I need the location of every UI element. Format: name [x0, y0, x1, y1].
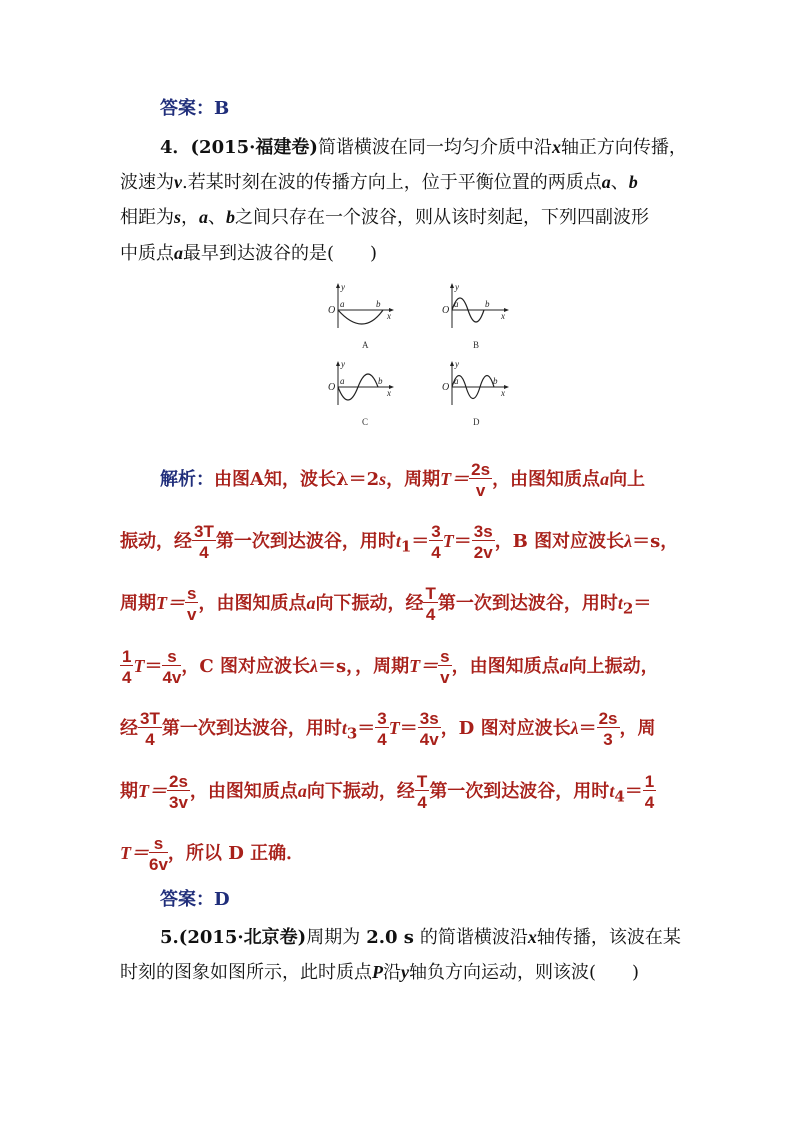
text: 向下振动，经 — [315, 593, 424, 614]
fraction: $\frac{T}{4}$ — [425, 584, 436, 624]
svg-text:O: O — [442, 305, 450, 316]
text: ＝ — [411, 531, 430, 552]
answer-value: B — [214, 98, 230, 119]
text: s — [379, 469, 387, 489]
var-a: a — [174, 243, 183, 263]
arrow-icon — [336, 361, 340, 366]
figure-b — [452, 284, 508, 328]
svg-text:y: y — [455, 282, 459, 292]
fraction: $\frac{s}{4v}$ — [162, 647, 182, 687]
text: 向上振动， — [568, 656, 659, 677]
answer-label: 答案： — [160, 98, 214, 119]
q4-source: (2015·福建卷) — [190, 137, 318, 158]
text: T — [442, 531, 454, 551]
text: t — [395, 531, 401, 551]
solution-line-1 — [160, 461, 645, 499]
text: ，B 图对应波长 — [494, 531, 625, 552]
text: λ — [624, 531, 633, 551]
text: ，所以 D 正确． — [167, 843, 305, 864]
text: 向下振动，经 — [306, 781, 415, 802]
q5-text: 轴传播，该波在某 — [536, 927, 681, 948]
solution-line-2 — [120, 523, 678, 561]
text: 知，波长 — [263, 469, 336, 490]
text: ＝ — [624, 781, 643, 802]
text: A — [250, 469, 264, 490]
text: T＝ — [409, 656, 439, 676]
text: T＝ — [440, 469, 470, 489]
text: λ — [570, 718, 579, 738]
fraction: $\frac{2s}{3v}$ — [169, 772, 188, 812]
svg-text:b: b — [493, 376, 498, 386]
svg-text:y: y — [455, 359, 459, 369]
answer-line-1 — [160, 99, 229, 119]
fraction: $\frac{s}{v}$ — [187, 584, 197, 624]
text: T — [133, 656, 145, 676]
var-b: b — [628, 172, 638, 192]
text: 振动，经 — [120, 531, 192, 552]
fraction: $\frac{s}{v}$ — [440, 647, 450, 687]
text: 第一次到达波谷，用时 — [437, 593, 618, 614]
text: ＝s， — [632, 531, 679, 552]
var-s: s — [174, 207, 182, 227]
svg-text:O: O — [328, 305, 336, 316]
q4-text: 简谐横波在同一均匀介质中沿 — [317, 137, 552, 158]
fraction: $\frac{3}{4}$ — [377, 709, 387, 749]
q4-text: 相距为 — [120, 207, 174, 228]
subscript: 3 — [346, 724, 358, 743]
q4-line-2 — [120, 172, 638, 193]
text: ＝ — [357, 718, 376, 739]
svg-text:b: b — [378, 376, 383, 386]
period: 2.0 s — [366, 927, 414, 948]
subscript: 2 — [622, 599, 634, 618]
q4-number: 4． — [160, 137, 191, 158]
q5-number: 5. — [160, 927, 179, 948]
q4-text: .若某时刻在波的传播方向上，位于平衡位置的两质点 — [182, 172, 602, 193]
text: T＝ — [120, 843, 149, 863]
text: λ — [309, 656, 318, 676]
q4-text: 中质点 — [120, 243, 174, 264]
q5-text: 周期为 — [306, 927, 361, 948]
text: 经 — [120, 718, 138, 739]
q5-text: 沿 — [383, 962, 401, 983]
colon: ： — [196, 469, 214, 490]
text: ，由图知质点 — [198, 593, 307, 614]
text: ＝ — [578, 718, 597, 739]
svg-text:b: b — [376, 299, 381, 309]
svg-text:D: D — [473, 417, 480, 427]
answer-label: 答案： — [160, 889, 214, 910]
svg-text:y: y — [341, 282, 345, 292]
text: ＝ — [144, 656, 163, 677]
svg-text:y: y — [341, 359, 345, 369]
text: ＝ — [633, 593, 652, 614]
q4-line-3 — [120, 207, 649, 228]
fraction: $\frac{3T}{4}$ — [140, 709, 160, 749]
text: a — [306, 593, 316, 613]
q5-line-1 — [160, 927, 681, 948]
fraction: $\frac{2s}{3}$ — [598, 709, 618, 749]
solution-line-3 — [120, 585, 651, 623]
var-b: b — [226, 207, 236, 227]
text: 周期 — [120, 593, 156, 614]
answer-line-2 — [160, 890, 230, 910]
answer-value: D — [214, 889, 230, 910]
arrow-icon — [450, 283, 454, 288]
solution-line-6 — [120, 773, 656, 811]
q5-text: 的简谐横波沿 — [419, 927, 528, 948]
subscript: 4 — [614, 787, 625, 806]
text: ＝ — [453, 531, 472, 552]
var-x: x — [527, 927, 537, 947]
svg-text:O: O — [328, 382, 336, 393]
svg-text:a: a — [340, 299, 345, 309]
text: λ＝2 — [335, 469, 380, 490]
text: ，周期 — [386, 469, 441, 490]
q4-text: 轴正方向传播， — [560, 137, 687, 158]
svg-text:x: x — [387, 311, 391, 321]
solution-line-7 — [120, 835, 304, 873]
svg-text:C: C — [362, 417, 369, 427]
solution-line-4 — [120, 648, 659, 686]
solution-line-5 — [120, 710, 656, 748]
wave-figures — [315, 280, 525, 440]
text: a — [600, 469, 610, 489]
text: ，由图知质点 — [451, 656, 560, 677]
fraction: $\frac{3T}{4}$ — [194, 522, 214, 562]
q5-line-2 — [120, 962, 639, 983]
var-a: a — [601, 172, 611, 192]
text: ，D 图对应波长 — [440, 718, 571, 739]
text: 由图 — [214, 469, 250, 490]
svg-text:x: x — [387, 388, 391, 398]
text: T＝ — [138, 781, 167, 801]
var-p: P — [372, 962, 383, 982]
text: ＝s， — [317, 656, 356, 677]
svg-text:b: b — [485, 299, 490, 309]
text: a — [297, 781, 307, 801]
separator: 、 — [208, 207, 227, 228]
svg-text:x: x — [501, 388, 505, 398]
svg-text:B: B — [473, 340, 480, 350]
text: ，周 — [619, 718, 656, 739]
fraction: $\frac{3s}{2v}$ — [473, 522, 493, 562]
arrow-icon — [450, 361, 454, 366]
figure-c — [338, 362, 393, 405]
text: 期 — [120, 781, 138, 802]
q4-text: ， — [181, 207, 200, 228]
var-a: a — [199, 207, 209, 227]
subscript: 1 — [400, 537, 412, 556]
fraction: $\frac{1}{4}$ — [122, 647, 132, 687]
text: T — [388, 718, 400, 738]
q4-line-1 — [160, 137, 687, 158]
text: t — [617, 593, 623, 613]
q4-text: 波速为 — [120, 172, 174, 193]
q5-text: 轴负方向运动，则该波( ) — [409, 962, 640, 983]
text: ，由图知质点 — [492, 469, 601, 490]
text: 第一次到达波谷，用时 — [215, 531, 396, 552]
q5-source: (2015·北京卷) — [178, 927, 307, 948]
text: t — [609, 781, 615, 801]
solution-label: 解析 — [160, 469, 196, 490]
text: t — [341, 718, 347, 738]
svg-text:a: a — [340, 376, 345, 386]
var-v: v — [174, 172, 182, 192]
text: T＝ — [156, 593, 185, 613]
q5-text: 时刻的图象如图所示，此时质点 — [120, 962, 372, 983]
text: ，周期 — [355, 656, 410, 677]
q4-text: 最早到达波谷的是( ) — [183, 243, 378, 264]
svg-text:a: a — [454, 299, 459, 309]
arrow-icon — [336, 283, 340, 288]
text: ＝ — [399, 718, 418, 739]
var-x: x — [551, 137, 561, 157]
separator: 、 — [610, 172, 629, 193]
text: 向上 — [609, 469, 646, 490]
var-y: y — [401, 962, 409, 982]
fraction: $\frac{2s}{v}$ — [471, 460, 491, 500]
fraction: $\frac{T}{4}$ — [416, 772, 428, 812]
fraction: $\frac{s}{6v}$ — [149, 834, 168, 874]
svg-text:a: a — [454, 376, 459, 386]
svg-text:A: A — [362, 340, 369, 350]
text: a — [559, 656, 569, 676]
text: 第一次到达波谷，用时 — [161, 718, 342, 739]
figure-a — [338, 284, 393, 328]
text: 第一次到达波谷，用时 — [429, 781, 610, 802]
text: ，C 图对应波长 — [181, 656, 310, 677]
fraction: $\frac{3}{4}$ — [431, 522, 441, 562]
wave-curve — [338, 310, 383, 324]
text: ，由图知质点 — [189, 781, 298, 802]
fraction: $\frac{1}{4}$ — [644, 772, 655, 812]
figure-d — [452, 362, 508, 405]
svg-text:x: x — [501, 311, 505, 321]
q4-text: 之间只存在一个波谷，则从该时刻起，下列四副波形 — [235, 207, 650, 228]
fraction: $\frac{3s}{4v}$ — [419, 709, 439, 749]
q4-line-4 — [120, 243, 377, 264]
svg-text:O: O — [442, 382, 450, 393]
